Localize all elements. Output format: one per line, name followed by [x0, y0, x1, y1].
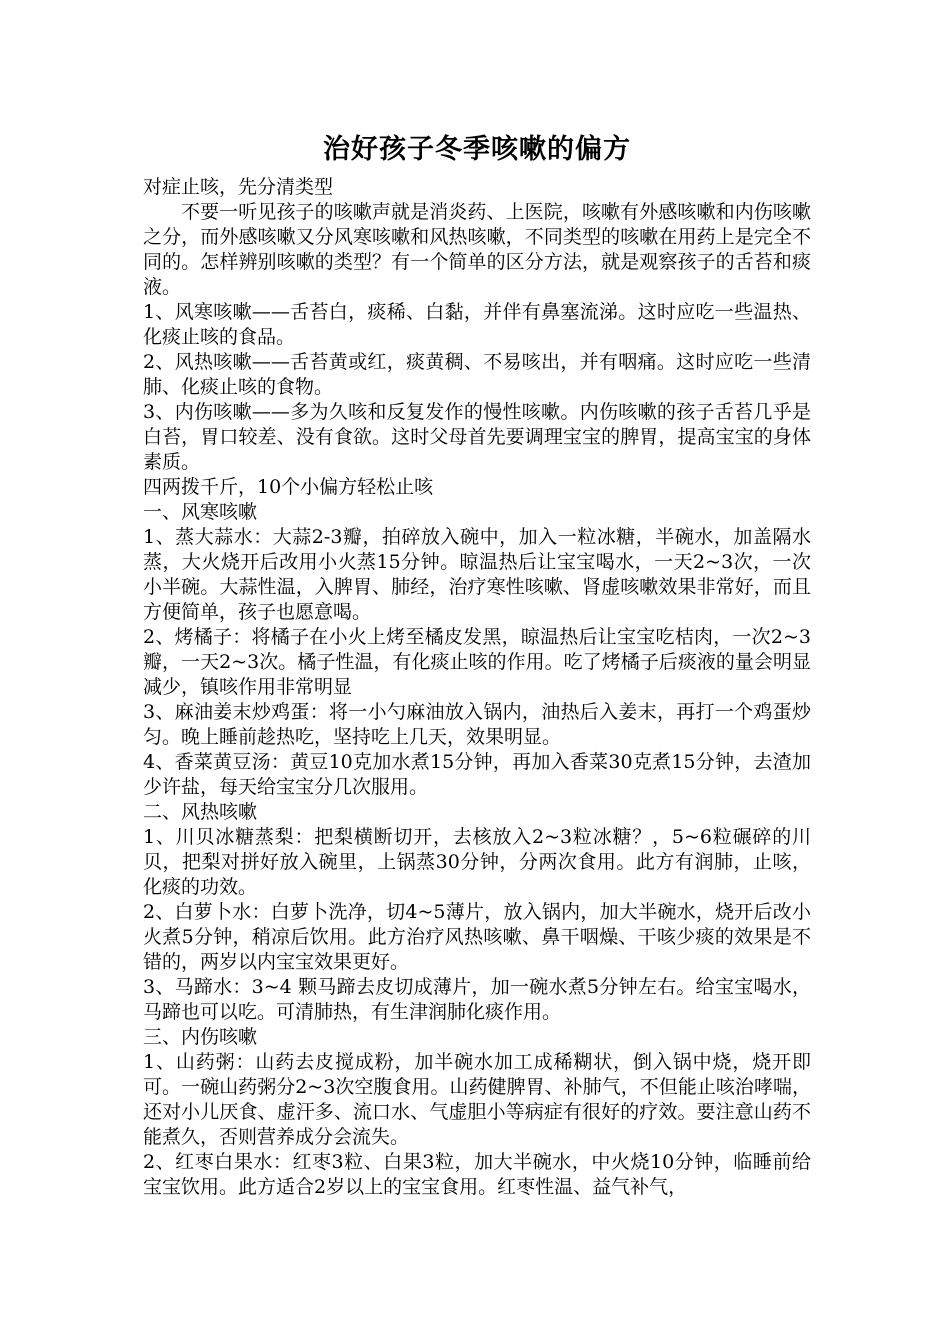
paragraph: 不要一听见孩子的咳嗽声就是消炎药、上医院，咳嗽有外感咳嗽和内伤咳嗽之分，而外感咳嗽又分风寒咳嗽和风热咳嗽，不同类型的咳嗽在用药上是完全不同的。怎样辨别咳嗽的类型？有一个简单的区分方法，就是观察孩子的舌苔和痰液。 [143, 201, 811, 298]
paragraph: 2、风热咳嗽——舌苔黄或红，痰黄稠、不易咳出，并有咽痛。这时应吃一些清肺、化痰止咳的食物。 [143, 351, 811, 398]
paragraph: 1、蒸大蒜水：大蒜2-3瓣，拍碎放入碗中，加入一粒冰糖，半碗水，加盖隔水蒸，大火烧开后改用小火蒸15分钟。晾温热后让宝宝喝水，一天2~3次，一次小半碗。大蒜性温，入脾胃、肺经，治疗寒性咳嗽、肾虚咳嗽效果非常好，而且方便简单，孩子也愿意喝。 [143, 526, 811, 623]
document-page [143, 128, 811, 1200]
paragraph: 四两拨千斤，10个小偏方轻松止咳 [143, 476, 434, 498]
paragraph: 1、川贝冰糖蒸梨：把梨横断切开，去核放入2~3粒冰糖？，5~6粒碾碎的川贝，把梨对拼好放入碗里，上锅蒸30分钟，分两次食用。此方有润肺，止咳，化痰的功效。 [143, 826, 811, 898]
paragraph: 3、内伤咳嗽——多为久咳和反复发作的慢性咳嗽。内伤咳嗽的孩子舌苔几乎是白苔，胃口较差、没有食欲。这时父母首先要调理宝宝的脾胃，提高宝宝的身体素质。 [143, 401, 811, 473]
paragraph: 二、风热咳嗽 [143, 801, 258, 823]
paragraph: 3、马蹄水：3~4 颗马蹄去皮切成薄片，加一碗水煮5分钟左右。给宝宝喝水，马蹄也可以吃。可清肺热，有生津润肺化痰作用。 [143, 976, 811, 1023]
paragraph: 3、麻油姜末炒鸡蛋：将一小勺麻油放入锅内，油热后入姜末，再打一个鸡蛋炒匀。晚上睡前趁热吃，坚持吃上几天，效果明显。 [143, 701, 811, 748]
paragraph: 2、烤橘子：将橘子在小火上烤至橘皮发黑，晾温热后让宝宝吃桔肉，一次2~3瓣，一天2~3次。橘子性温，有化痰止咳的作用。吃了烤橘子后痰液的量会明显减少，镇咳作用非常明显 [143, 626, 811, 698]
paragraph: 一、风寒咳嗽 [143, 501, 258, 523]
paragraph: 三、内伤咳嗽 [143, 1026, 258, 1048]
document-title: 治好孩子冬季咳嗽的偏方 [323, 134, 631, 165]
paragraph: 2、红枣白果水：红枣3粒、白果3粒，加大半碗水，中火烧10分钟，临睡前给宝宝饮用。此方适合2岁以上的宝宝食用。红枣性温、益气补气， [143, 1151, 811, 1198]
paragraph: 对症止咳，先分清类型 [143, 176, 334, 198]
paragraph: 1、风寒咳嗽——舌苔白，痰稀、白黏，并伴有鼻塞流涕。这时应吃一些温热、化痰止咳的食品。 [143, 301, 811, 348]
paragraph: 1、山药粥：山药去皮搅成粉，加半碗水加工成稀糊状，倒入锅中烧，烧开即可。一碗山药粥分2~3次空腹食用。山药健脾胃、补肺气，不但能止咳治哮喘，还对小儿厌食、虚汗多、流口水、气虚胆小等病症有很好的疗效。要注意山药不能煮久，否则营养成分会流失。 [143, 1051, 811, 1148]
document-body [143, 175, 811, 1200]
paragraph: 2、白萝卜水：白萝卜洗净，切4~5薄片，放入锅内，加大半碗水，烧开后改小火煮5分钟，稍凉后饮用。此方治疗风热咳嗽、鼻干咽燥、干咳少痰的效果是不错的，两岁以内宝宝效果更好。 [143, 901, 811, 973]
paragraph: 4、香菜黄豆汤：黄豆10克加水煮15分钟，再加入香菜30克煮15分钟，去渣加少许盐，每天给宝宝分几次服用。 [143, 751, 811, 798]
